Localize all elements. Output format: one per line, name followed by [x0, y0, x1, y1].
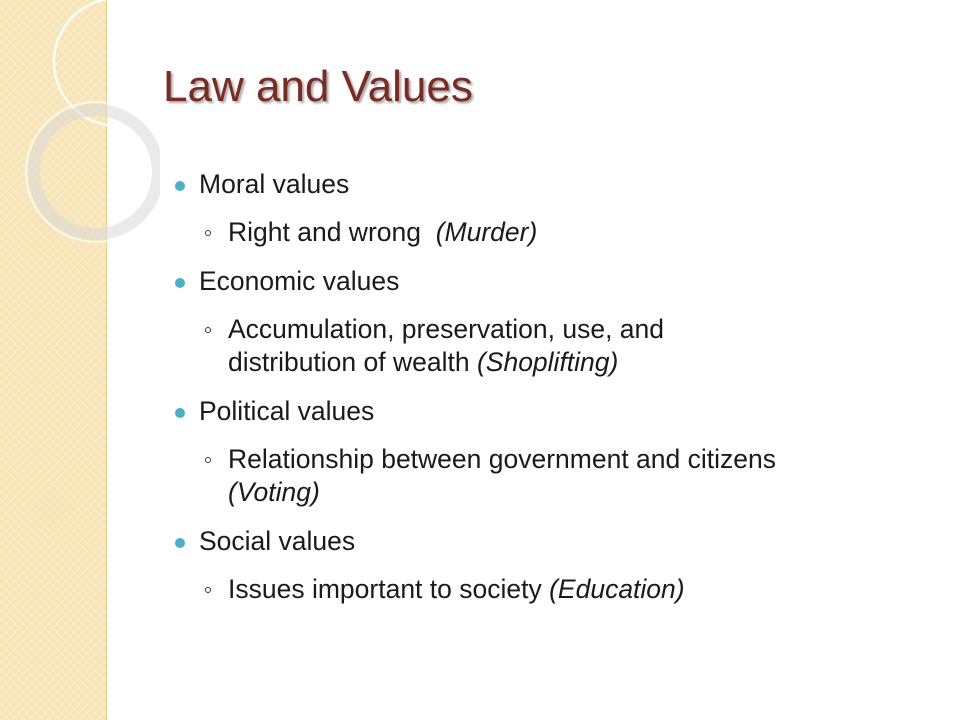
- sub-item-text: Right and wrong: [228, 217, 436, 247]
- sub-item-political-values: [168, 443, 928, 509]
- bullet-ring-icon: [205, 230, 211, 236]
- bullet-ring-icon: [205, 327, 211, 333]
- bullet-ring-icon: [205, 457, 211, 463]
- decorative-side-band: [0, 0, 107, 720]
- list-item-political-values: [168, 395, 928, 428]
- bullet-label: Political values: [199, 396, 375, 426]
- sub-item-text: Relationship between government and citizens: [228, 444, 776, 474]
- sub-item-text: Accumulation, preservation, use, and distribution of wealth: [228, 314, 665, 377]
- sub-item-example: (Education): [549, 574, 685, 604]
- bullet-dot-icon: [175, 538, 185, 548]
- sub-item-text: Issues important to society: [228, 574, 550, 604]
- sub-item-example: (Murder): [435, 217, 538, 247]
- bullet-dot-icon: [175, 408, 185, 418]
- bullet-dot-icon: [175, 278, 185, 288]
- bullet-label: Economic values: [199, 266, 400, 296]
- bullet-label: Social values: [199, 526, 356, 556]
- sub-item-social-values: [168, 573, 928, 606]
- bullet-ring-icon: [205, 587, 211, 593]
- sub-item-example: (Shoplifting): [476, 347, 619, 377]
- sub-item-moral-values: [168, 216, 928, 249]
- bullet-list: [168, 160, 928, 606]
- sub-item-example: (Voting): [228, 477, 320, 507]
- bullet-label: Moral values: [199, 169, 350, 199]
- list-item-economic-values: [168, 265, 928, 298]
- slide-title: Law and Values: [163, 62, 473, 111]
- sub-item-economic-values: [168, 313, 928, 379]
- list-item-moral-values: [168, 168, 928, 201]
- list-item-social-values: [168, 525, 928, 558]
- bullet-dot-icon: [175, 181, 185, 191]
